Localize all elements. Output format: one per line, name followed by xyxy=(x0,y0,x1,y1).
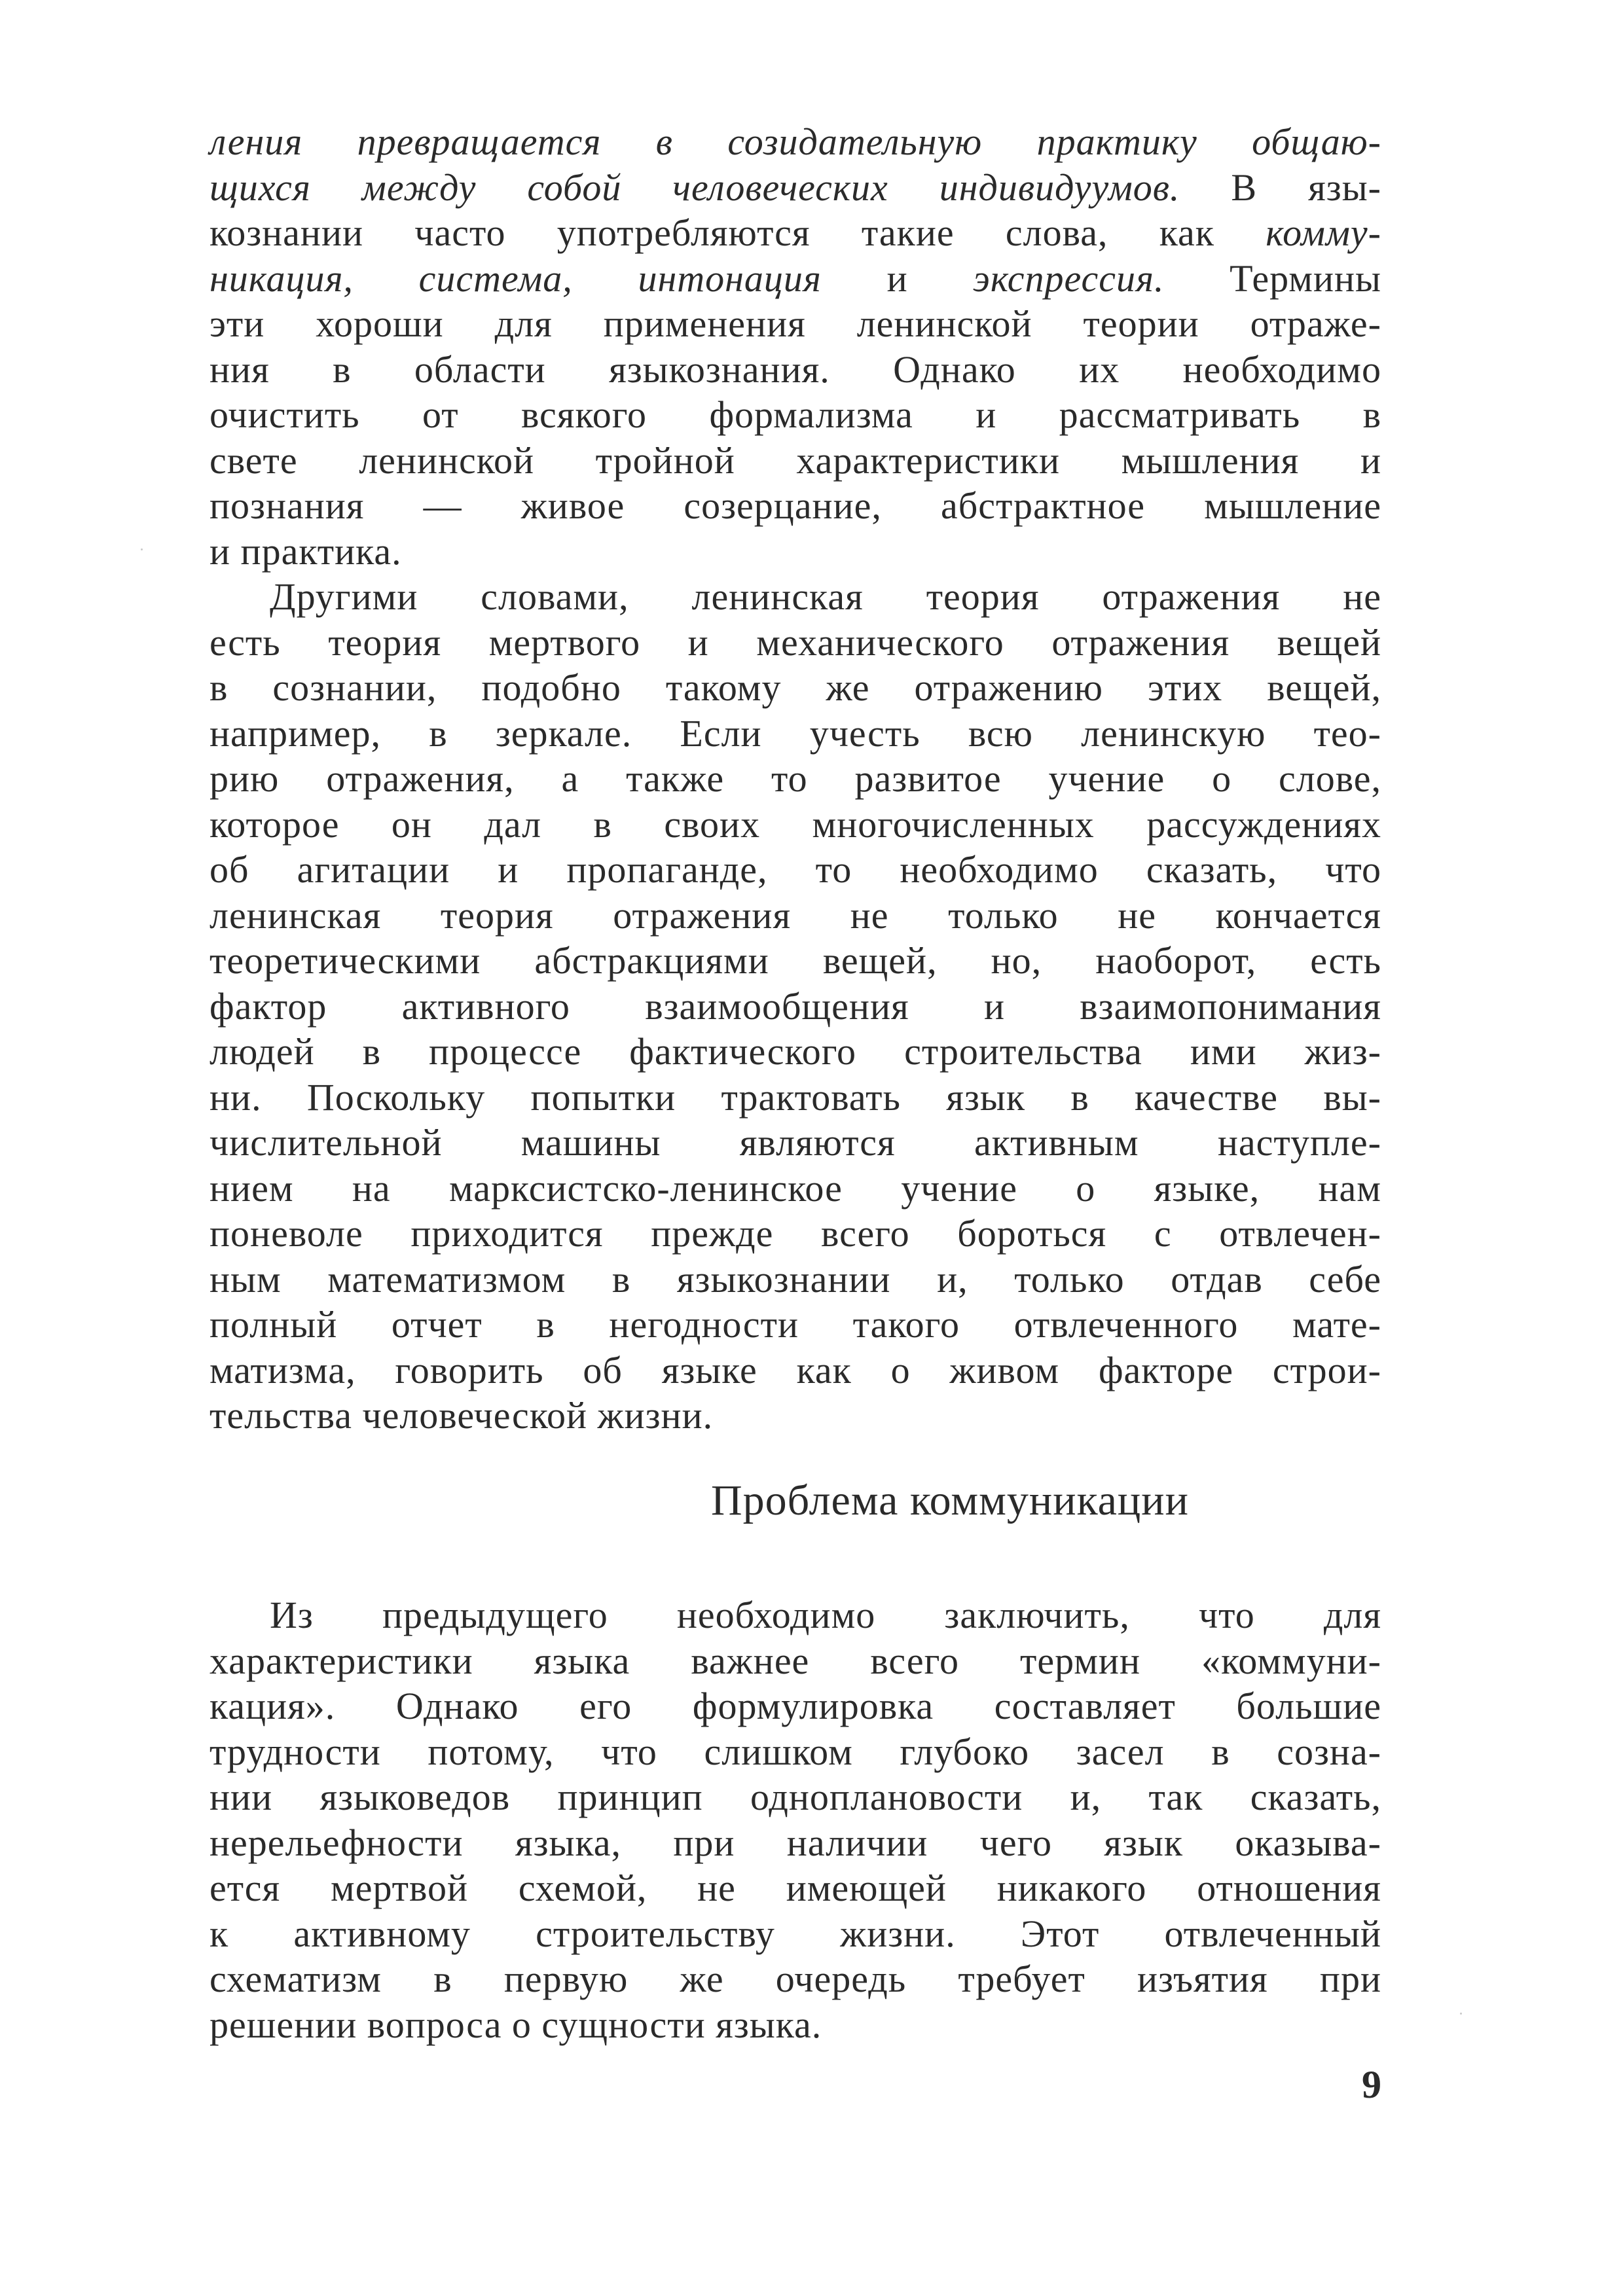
main-text-section xyxy=(210,119,1381,1439)
page-number: 9 xyxy=(1362,2063,1381,2106)
text-line: фактор активного взаимообщения и взаимопонимания xyxy=(210,984,1381,1028)
text-line: людей в процессе фактического строительства ими жиз- xyxy=(210,1030,1381,1073)
second-text-section xyxy=(210,1592,1381,2047)
section-heading: Проблема коммуникации xyxy=(711,1477,1189,1524)
text-line: ленинская теория отражения не только не кончается xyxy=(210,893,1381,937)
text-line: поневоле приходится прежде всего бороться с отвлечен- xyxy=(210,1212,1381,1255)
text-line: которое он дал в своих многочисленных рассуждениях xyxy=(210,802,1381,846)
text-line: кознании часто употребляются такие слова, как комму- xyxy=(210,211,1381,254)
text-line: например, в зеркале. Если учесть всю ленинскую тео- xyxy=(210,711,1381,755)
text-line: числительной машины являются активным наступле- xyxy=(210,1121,1381,1164)
paragraph-first-line: Из предыдущего необходимо заключить, что для xyxy=(270,1594,1381,1636)
text-line: очистить от всякого формализма и рассматривать в xyxy=(210,393,1381,436)
text-line: есть теория мертвого и механического отражения вещей xyxy=(210,620,1381,664)
paragraph-first-line: Другими словами, ленинская теория отражения не xyxy=(270,575,1381,618)
text-line: никация, система, интонация и экспрессия. Термины xyxy=(210,257,1381,300)
text-line: ни. Поскольку попытки трактовать язык в качестве вы- xyxy=(210,1075,1381,1119)
text-line: свете ленинской тройной характеристики мышления и xyxy=(210,439,1381,482)
text-line: нием на марксистско-ленинское учение о языке, нам xyxy=(210,1166,1381,1210)
text-line: щихся между собой человеческих индивидуумов. В язы- xyxy=(210,166,1381,209)
text-line: эти хороши для применения ленинской теории отраже- xyxy=(210,302,1381,345)
text-line: в сознании, подобно такому же отражению этих вещей, xyxy=(210,666,1381,709)
text-line: ным математизмом в языкознании и, только отдав себе xyxy=(210,1257,1381,1300)
paper-speck xyxy=(141,548,143,550)
text-line: полный отчет в негодности такого отвлеченного мате- xyxy=(210,1303,1381,1346)
text-line: рию отражения, а также то развитое учение о слове, xyxy=(210,757,1381,800)
text-line: и практика. xyxy=(210,529,402,573)
text-line: теоретическими абстракциями вещей, но, наоборот, есть xyxy=(210,939,1381,982)
text-line: ется мертвой схемой, не имеющей никакого отношения xyxy=(210,1867,1381,1909)
text-line: познания — живое созерцание, абстрактное мышление xyxy=(210,484,1381,527)
text-line: тельства человеческой жизни. xyxy=(210,1394,714,1437)
text-line: кация». Однако его формулировка составляет большие xyxy=(210,1685,1381,1727)
text-line: характеристики языка важнее всего термин «коммуни- xyxy=(210,1639,1381,1682)
text-line: схематизм в первую же очередь требует изъятия при xyxy=(210,1958,1381,2000)
text-line: решении вопроса о сущности языка. xyxy=(210,2003,822,2046)
text-line: трудности потому, что слишком глубоко засел в созна- xyxy=(210,1730,1381,1773)
text-line: об агитации и пропаганде, то необходимо сказать, что xyxy=(210,848,1381,891)
paper-speck xyxy=(1460,2013,1462,2015)
text-line: нии языковедов принцип одноплановости и, так сказать, xyxy=(210,1776,1381,1818)
text-line: ния в области языкознания. Однако их необходимо xyxy=(210,348,1381,391)
text-line: нерельефности языка, при наличии чего язык оказыва- xyxy=(210,1821,1381,1864)
text-line: матизма, говорить об языке как о живом факторе строи- xyxy=(210,1348,1381,1391)
text-line: к активному строительству жизни. Этот отвлеченный xyxy=(210,1912,1381,1955)
text-line: ления превращается в созидательную практику общаю- xyxy=(210,120,1381,163)
